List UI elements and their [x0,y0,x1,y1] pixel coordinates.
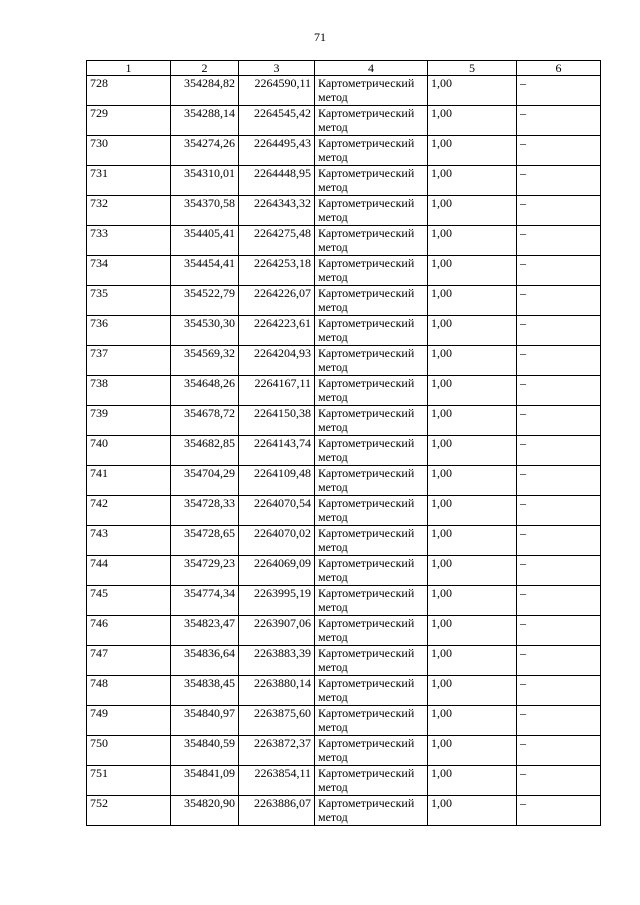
cell-method: Картометрический метод [315,526,428,556]
cell-note: – [517,586,601,616]
cell-x-coordinate: 354288,14 [171,106,239,136]
cell-x-coordinate: 354454,41 [171,256,239,286]
table-row [87,286,601,316]
cell-method: Картометрический метод [315,346,428,376]
cell-y-coordinate: 2263875,60 [239,706,315,736]
cell-point-number: 732 [87,196,171,226]
cell-y-coordinate: 2264590,11 [239,76,315,106]
cell-y-coordinate: 2263886,07 [239,796,315,826]
cell-accuracy: 1,00 [428,736,517,766]
coordinates-table [86,60,601,826]
table-row [87,586,601,616]
cell-method: Картометрический метод [315,706,428,736]
cell-y-coordinate: 2264343,32 [239,196,315,226]
cell-accuracy: 1,00 [428,436,517,466]
cell-y-coordinate: 2264226,07 [239,286,315,316]
cell-note: – [517,106,601,136]
cell-note: – [517,736,601,766]
cell-note: – [517,76,601,106]
table-row [87,616,601,646]
cell-method: Картометрический метод [315,196,428,226]
cell-method: Картометрический метод [315,256,428,286]
cell-x-coordinate: 354836,64 [171,646,239,676]
cell-note: – [517,556,601,586]
cell-y-coordinate: 2264070,54 [239,496,315,526]
cell-note: – [517,346,601,376]
cell-accuracy: 1,00 [428,286,517,316]
cell-note: – [517,706,601,736]
cell-x-coordinate: 354729,23 [171,556,239,586]
table-row [87,106,601,136]
cell-note: – [517,376,601,406]
cell-y-coordinate: 2263880,14 [239,676,315,706]
cell-note: – [517,466,601,496]
cell-x-coordinate: 354823,47 [171,616,239,646]
cell-x-coordinate: 354841,09 [171,766,239,796]
table-row [87,736,601,766]
cell-y-coordinate: 2263872,37 [239,736,315,766]
cell-method: Картометрический метод [315,436,428,466]
cell-point-number: 744 [87,556,171,586]
cell-point-number: 743 [87,526,171,556]
cell-method: Картометрический метод [315,556,428,586]
cell-accuracy: 1,00 [428,766,517,796]
table-header-row [87,61,601,76]
cell-x-coordinate: 354728,65 [171,526,239,556]
table-row [87,196,601,226]
cell-accuracy: 1,00 [428,376,517,406]
table-row [87,346,601,376]
cell-x-coordinate: 354820,90 [171,796,239,826]
cell-x-coordinate: 354838,45 [171,676,239,706]
cell-point-number: 730 [87,136,171,166]
cell-y-coordinate: 2264204,93 [239,346,315,376]
cell-note: – [517,256,601,286]
cell-accuracy: 1,00 [428,796,517,826]
cell-point-number: 752 [87,796,171,826]
cell-accuracy: 1,00 [428,706,517,736]
cell-accuracy: 1,00 [428,346,517,376]
cell-y-coordinate: 2264275,48 [239,226,315,256]
cell-x-coordinate: 354274,26 [171,136,239,166]
cell-method: Картометрический метод [315,286,428,316]
cell-accuracy: 1,00 [428,616,517,646]
cell-accuracy: 1,00 [428,466,517,496]
table-row [87,766,601,796]
cell-x-coordinate: 354530,30 [171,316,239,346]
cell-y-coordinate: 2264545,42 [239,106,315,136]
cell-y-coordinate: 2264495,43 [239,136,315,166]
cell-x-coordinate: 354405,41 [171,226,239,256]
cell-method: Картометрический метод [315,316,428,346]
cell-x-coordinate: 354840,59 [171,736,239,766]
cell-point-number: 745 [87,586,171,616]
cell-note: – [517,526,601,556]
cell-y-coordinate: 2264069,09 [239,556,315,586]
table-row [87,166,601,196]
cell-x-coordinate: 354678,72 [171,406,239,436]
cell-note: – [517,166,601,196]
cell-y-coordinate: 2263854,11 [239,766,315,796]
table-row [87,466,601,496]
cell-point-number: 734 [87,256,171,286]
table-row [87,496,601,526]
cell-method: Картометрический метод [315,676,428,706]
cell-accuracy: 1,00 [428,256,517,286]
cell-y-coordinate: 2264167,11 [239,376,315,406]
cell-point-number: 739 [87,406,171,436]
cell-accuracy: 1,00 [428,646,517,676]
page-number: 71 [314,30,326,44]
cell-method: Картометрический метод [315,226,428,256]
cell-y-coordinate: 2263883,39 [239,646,315,676]
cell-x-coordinate: 354704,29 [171,466,239,496]
cell-method: Картометрический метод [315,166,428,196]
cell-method: Картометрический метод [315,106,428,136]
table-row [87,376,601,406]
header-col-4: 4 [315,61,428,76]
cell-x-coordinate: 354648,26 [171,376,239,406]
cell-y-coordinate: 2263907,06 [239,616,315,646]
cell-note: – [517,316,601,346]
cell-note: – [517,436,601,466]
cell-x-coordinate: 354310,01 [171,166,239,196]
cell-y-coordinate: 2264109,48 [239,466,315,496]
cell-point-number: 747 [87,646,171,676]
table-row [87,436,601,466]
cell-point-number: 742 [87,496,171,526]
cell-point-number: 737 [87,346,171,376]
cell-accuracy: 1,00 [428,526,517,556]
cell-note: – [517,226,601,256]
table-row [87,226,601,256]
cell-method: Картометрический метод [315,616,428,646]
table-body [87,76,601,826]
cell-method: Картометрический метод [315,406,428,436]
cell-x-coordinate: 354774,34 [171,586,239,616]
cell-method: Картометрический метод [315,496,428,526]
table-row [87,796,601,826]
cell-x-coordinate: 354284,82 [171,76,239,106]
cell-accuracy: 1,00 [428,226,517,256]
cell-accuracy: 1,00 [428,586,517,616]
cell-note: – [517,796,601,826]
cell-y-coordinate: 2264070,02 [239,526,315,556]
cell-x-coordinate: 354370,58 [171,196,239,226]
cell-method: Картометрический метод [315,736,428,766]
header-col-6: 6 [517,61,601,76]
table-row [87,76,601,106]
header-col-3: 3 [239,61,315,76]
table-row [87,136,601,166]
cell-point-number: 735 [87,286,171,316]
header-col-1: 1 [87,61,171,76]
cell-accuracy: 1,00 [428,136,517,166]
cell-accuracy: 1,00 [428,556,517,586]
table-row [87,316,601,346]
cell-method: Картометрический метод [315,796,428,826]
cell-method: Картометрический метод [315,136,428,166]
cell-note: – [517,676,601,706]
cell-note: – [517,766,601,796]
cell-x-coordinate: 354569,32 [171,346,239,376]
cell-y-coordinate: 2264143,74 [239,436,315,466]
table-row [87,556,601,586]
header-col-2: 2 [171,61,239,76]
cell-point-number: 750 [87,736,171,766]
table-row [87,646,601,676]
cell-point-number: 749 [87,706,171,736]
cell-y-coordinate: 2264223,61 [239,316,315,346]
cell-accuracy: 1,00 [428,76,517,106]
cell-x-coordinate: 354728,33 [171,496,239,526]
table-row [87,676,601,706]
cell-method: Картометрический метод [315,646,428,676]
cell-y-coordinate: 2264253,18 [239,256,315,286]
cell-method: Картометрический метод [315,586,428,616]
cell-point-number: 741 [87,466,171,496]
cell-accuracy: 1,00 [428,406,517,436]
cell-note: – [517,286,601,316]
cell-point-number: 728 [87,76,171,106]
table-row [87,526,601,556]
cell-note: – [517,406,601,436]
table-row [87,256,601,286]
cell-point-number: 751 [87,766,171,796]
cell-point-number: 746 [87,616,171,646]
table-row [87,706,601,736]
cell-y-coordinate: 2264150,38 [239,406,315,436]
cell-point-number: 731 [87,166,171,196]
cell-accuracy: 1,00 [428,166,517,196]
cell-point-number: 733 [87,226,171,256]
cell-accuracy: 1,00 [428,676,517,706]
cell-point-number: 740 [87,436,171,466]
cell-accuracy: 1,00 [428,106,517,136]
cell-method: Картометрический метод [315,766,428,796]
cell-y-coordinate: 2264448,95 [239,166,315,196]
cell-accuracy: 1,00 [428,496,517,526]
cell-method: Картометрический метод [315,76,428,106]
cell-point-number: 738 [87,376,171,406]
cell-accuracy: 1,00 [428,196,517,226]
header-col-5: 5 [428,61,517,76]
cell-note: – [517,136,601,166]
cell-point-number: 729 [87,106,171,136]
cell-method: Картометрический метод [315,466,428,496]
cell-accuracy: 1,00 [428,316,517,346]
cell-note: – [517,196,601,226]
cell-note: – [517,646,601,676]
cell-note: – [517,616,601,646]
cell-x-coordinate: 354522,79 [171,286,239,316]
cell-point-number: 736 [87,316,171,346]
table-row [87,406,601,436]
cell-x-coordinate: 354682,85 [171,436,239,466]
cell-y-coordinate: 2263995,19 [239,586,315,616]
cell-point-number: 748 [87,676,171,706]
cell-note: – [517,496,601,526]
cell-method: Картометрический метод [315,376,428,406]
cell-x-coordinate: 354840,97 [171,706,239,736]
